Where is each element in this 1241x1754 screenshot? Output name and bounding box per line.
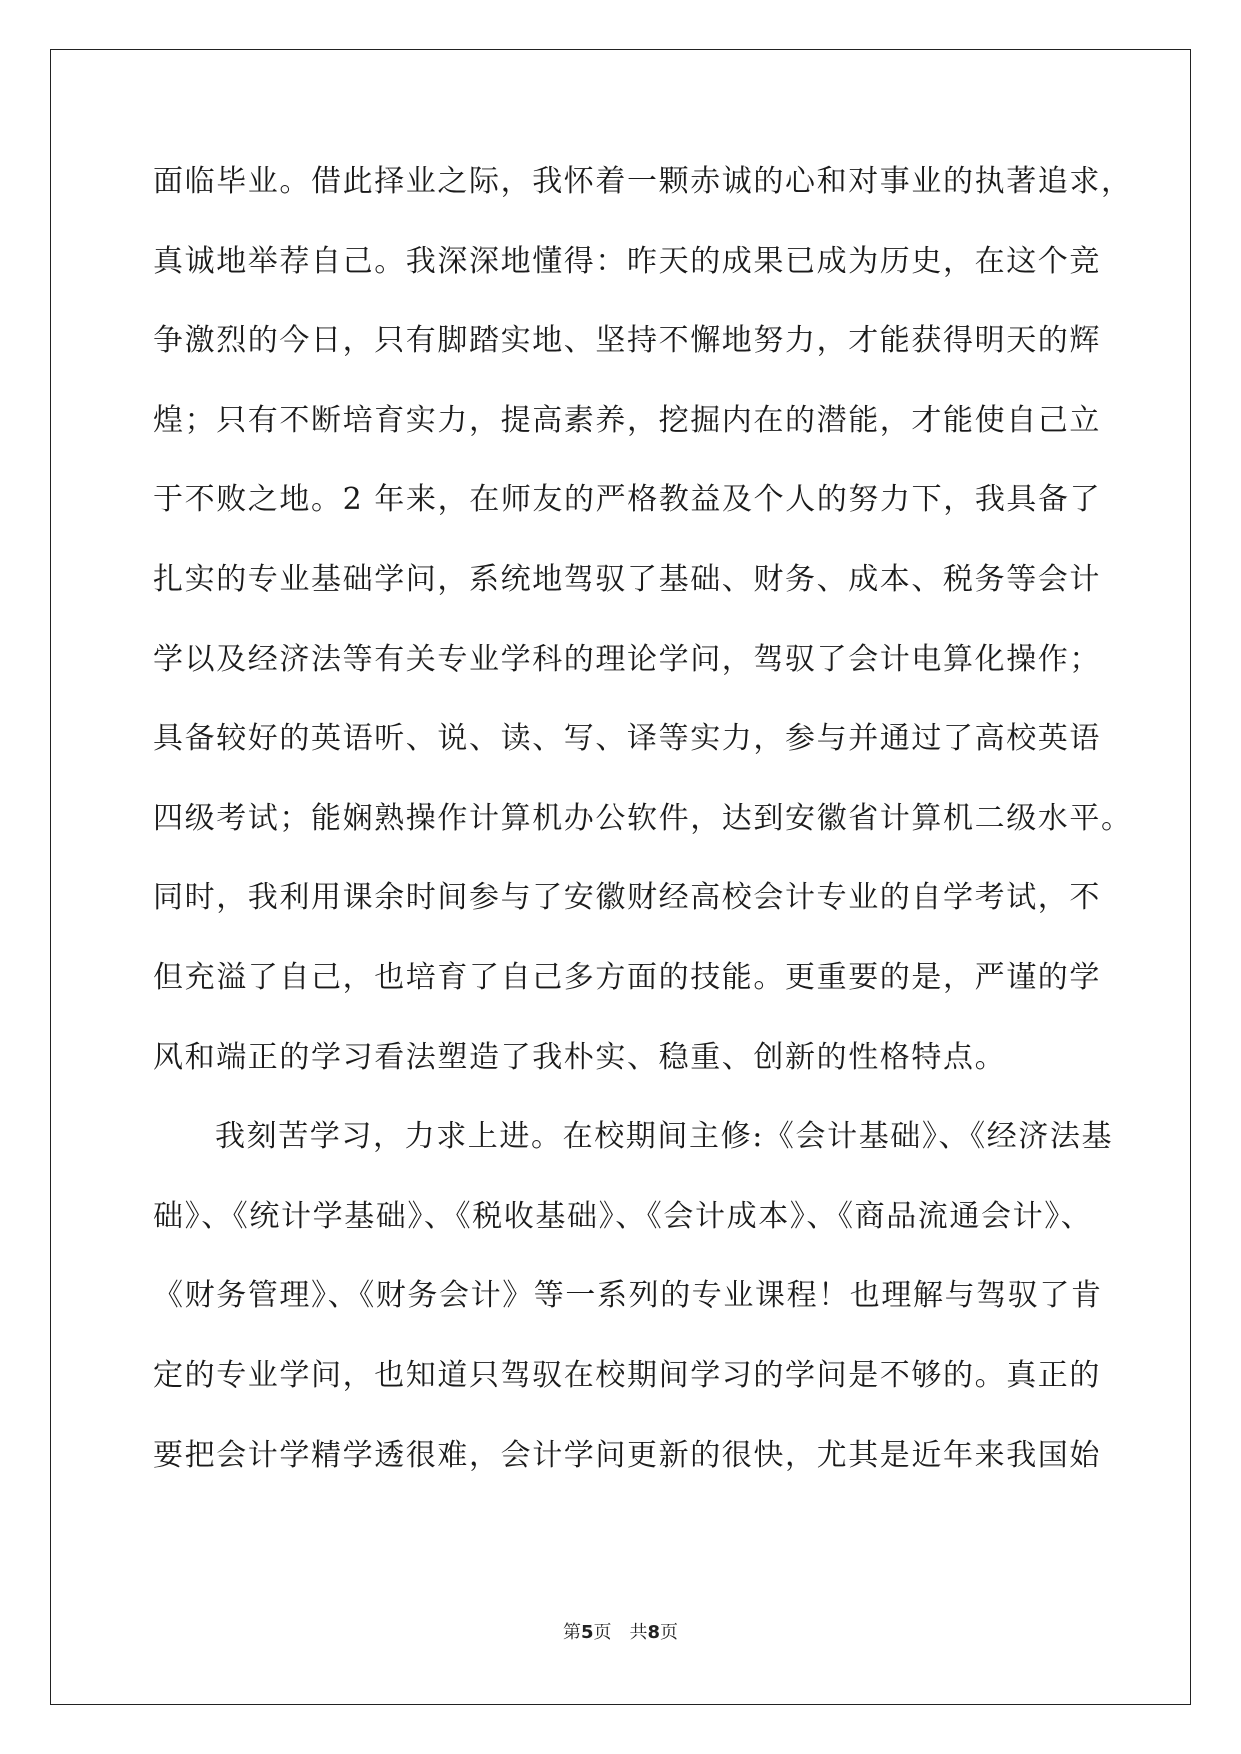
text-line: 于不败之地。2 年来，在师友的严格教益及个人的努力下，我具备了 (153, 482, 1102, 518)
text-line: 扎实的专业基础学问，系统地驾驭了基础、财务、成本、税务等会计 (153, 561, 1101, 597)
text-line: 煌；只有不断培育实力，提高素养，挖掘内在的潜能，才能使自己立 (153, 402, 1101, 438)
total-prefix: 共 (629, 1622, 648, 1643)
page-unit: 页 (593, 1622, 612, 1643)
text-line: 础》、《统计学基础》、《税收基础》、《会计成本》、《商品流通会计》、 (153, 1198, 1093, 1234)
page-prefix: 第 (562, 1622, 581, 1643)
text-line: 真诚地举荐自己。我深深地懂得：昨天的成果已成为历史，在这个竞 (153, 243, 1101, 279)
text-line: 要把会计学精学透很难，会计学问更新的很快，尤其是近年来我国始 (153, 1437, 1101, 1473)
page-current-number: 5 (580, 1622, 594, 1643)
text-line: 面临毕业。借此择业之际，我怀着一颗赤诚的心和对事业的执著追求， (153, 164, 1133, 199)
text-line: 同时，我利用课余时间参与了安徽财经高校会计专业的自学考试，不 (153, 880, 1101, 916)
text-line: 争激烈的今日，只有脚踏实地、坚持不懈地努力，才能获得明天的辉 (153, 323, 1101, 359)
paragraph-start-line: 我刻苦学习，力求上进。在校期间主修:《会计基础》、《经济法基 (215, 1119, 1114, 1155)
document-body (153, 156, 1133, 1509)
page-total-number: 8 (647, 1622, 661, 1643)
text-line: 风和端正的学习看法塑造了我朴实、稳重、创新的性格特点。 (153, 1039, 1007, 1075)
text-line: 定的专业学问，也知道只驾驭在校期间学习的学问是不够的。真正的 (153, 1357, 1101, 1393)
text-line: 四级考试；能娴熟操作计算机办公软件，达到安徽省计算机二级水平。 (153, 800, 1133, 836)
total-unit: 页 (660, 1622, 679, 1643)
text-line: 但充溢了自己，也培育了自己多方面的技能。更重要的是，严谨的学 (153, 959, 1101, 995)
text-line: 具备较好的英语听、说、读、写、译等实力，参与并通过了高校英语 (153, 721, 1101, 757)
text-line: 学以及经济法等有关专业学科的理论学问，驾驭了会计电算化操作； (153, 641, 1101, 677)
text-line: 《财务管理》、《财务会计》等一系列的专业课程！也理解与驾驭了肯 (153, 1278, 1103, 1314)
page-footer (0, 1618, 1241, 1644)
